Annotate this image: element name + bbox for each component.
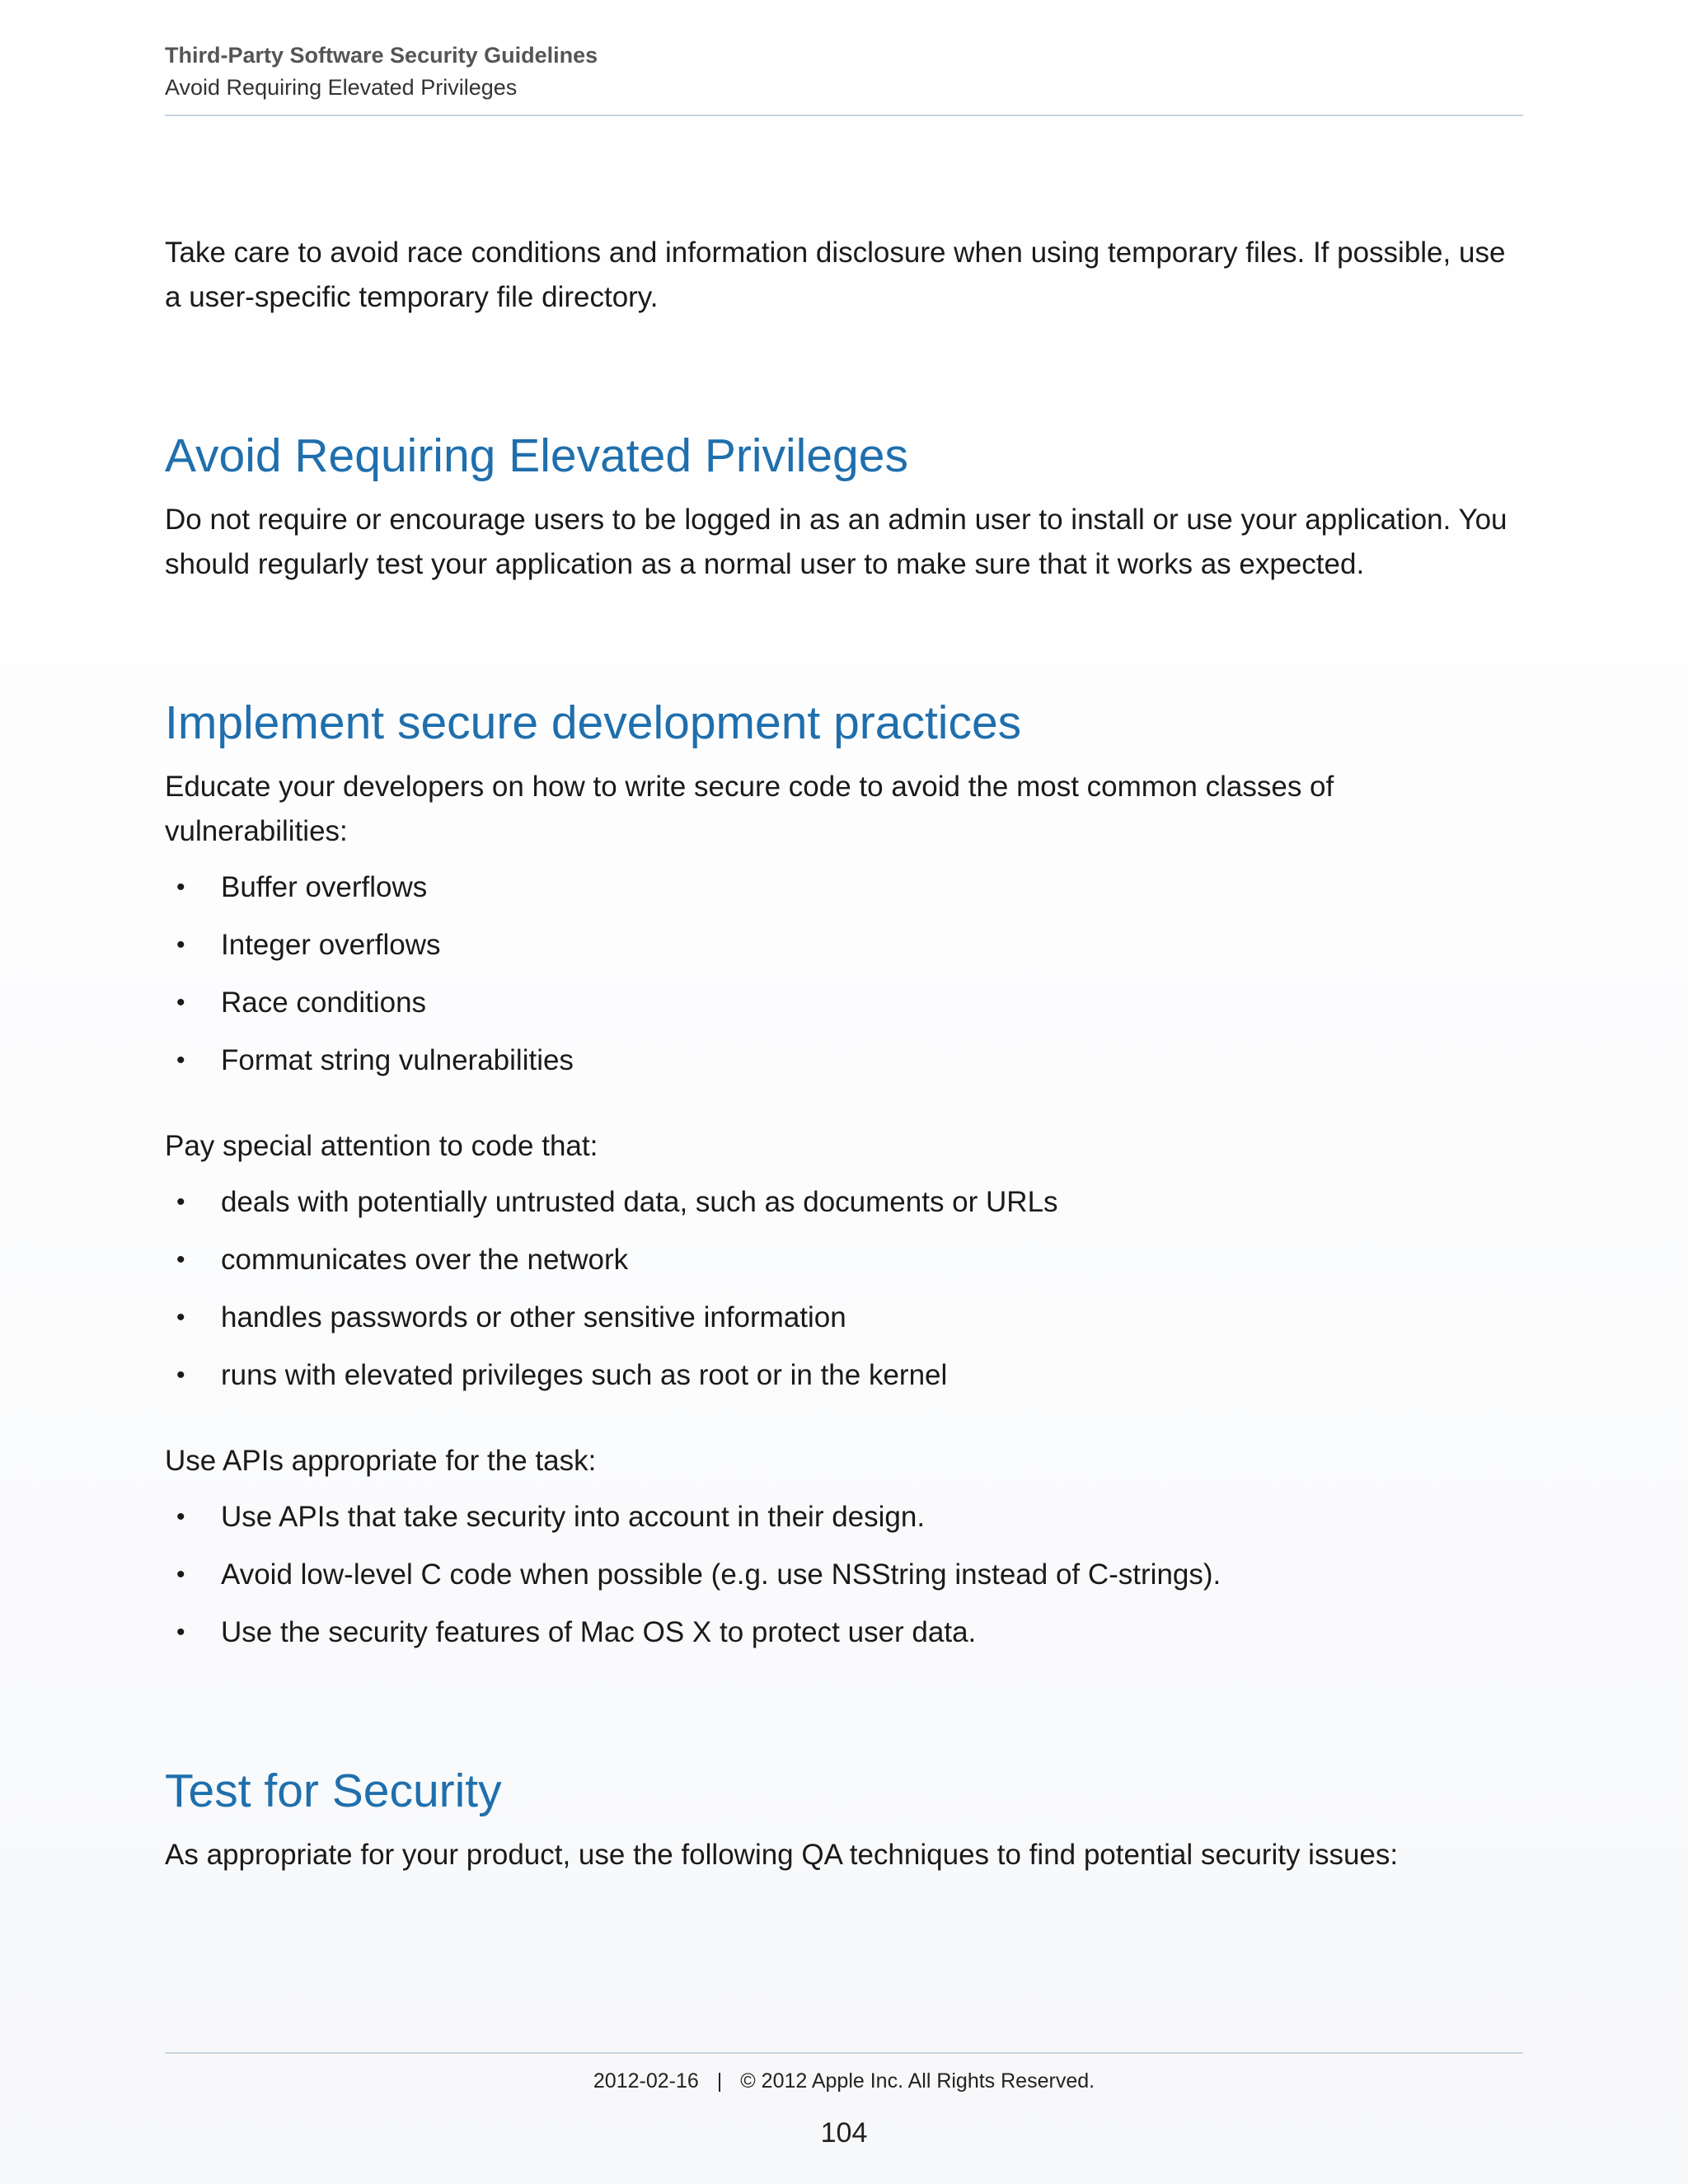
page-footer <box>0 2067 1688 2095</box>
bullet-icon: • <box>176 1304 185 1331</box>
vulnerability-list <box>165 865 1523 1083</box>
attention-list <box>165 1180 1523 1398</box>
page-header <box>165 40 1523 104</box>
attention-intro: Pay special attention to code that: <box>165 1130 598 1162</box>
section-heading: Test for Security <box>165 1765 502 1817</box>
bullet-icon: • <box>176 1246 185 1273</box>
bullet-icon: • <box>176 1503 185 1530</box>
section-avoid-elevated-privileges <box>165 424 1523 587</box>
api-list <box>165 1495 1523 1655</box>
footer-date: 2012-02-16 <box>593 2069 699 2093</box>
footer-divider <box>165 2052 1523 2054</box>
page-content <box>165 231 1523 1981</box>
section-heading: Avoid Requiring Elevated Privileges <box>165 429 908 482</box>
bullet-icon: • <box>176 1188 185 1216</box>
list-item <box>165 1180 1523 1225</box>
section-test-for-security <box>165 1759 1523 1877</box>
api-intro: Use APIs appropriate for the task: <box>165 1445 597 1477</box>
list-item-text: runs with elevated privileges such as root or in the kernel <box>221 1359 948 1391</box>
bullet-icon: • <box>176 1361 185 1389</box>
bullet-icon: • <box>176 1619 185 1646</box>
document-title: Third-Party Software Security Guidelines <box>165 43 598 68</box>
bullet-icon: • <box>176 1047 185 1074</box>
page-number: 104 <box>820 2117 868 2149</box>
list-item-text: Use APIs that take security into account in their design. <box>221 1501 926 1533</box>
bullet-icon: • <box>176 1561 185 1588</box>
list-item-text: deals with potentially untrusted data, such as documents or URLs <box>221 1186 1058 1218</box>
list-item <box>165 1353 1523 1398</box>
list-item <box>165 981 1523 1025</box>
list-item <box>165 1610 1523 1655</box>
list-item <box>165 1296 1523 1340</box>
list-item-text: handles passwords or other sensitive information <box>221 1301 846 1333</box>
list-item-text: Avoid low-level C code when possible (e.g. use NSString instead of C-strings). <box>221 1558 1221 1591</box>
bullet-icon: • <box>176 989 185 1016</box>
list-item-text: Race conditions <box>221 987 427 1019</box>
bullet-icon: • <box>176 874 185 901</box>
intro-paragraph: Take care to avoid race conditions and information disclosure when using temporary files. If possible, use a user-specific temporary file directory. <box>165 237 1506 313</box>
section-body: Do not require or encourage users to be logged in as an admin user to install or use your application. You should regularly test your application as a normal user to make sure that it works as expected. <box>165 504 1507 580</box>
list-item-text: Integer overflows <box>221 929 441 961</box>
list-item <box>165 923 1523 968</box>
list-item <box>165 1553 1523 1597</box>
section-secure-development <box>165 691 1523 1655</box>
list-item-text: Use the security features of Mac OS X to protect user data. <box>221 1616 977 1648</box>
list-item <box>165 1495 1523 1540</box>
running-section-title: Avoid Requiring Elevated Privileges <box>165 75 518 100</box>
list-item-text: Format string vulnerabilities <box>221 1044 574 1076</box>
footer-separator: | <box>716 2069 723 2093</box>
section-heading: Implement secure development practices <box>165 696 1022 749</box>
bullet-icon: • <box>176 931 185 958</box>
section-body: Educate your developers on how to write secure code to avoid the most common classes of vulnerabilities: <box>165 771 1334 847</box>
list-item <box>165 1038 1523 1083</box>
list-item-text: Buffer overflows <box>221 871 428 903</box>
section-body: As appropriate for your product, use the following QA techniques to find potential security issues: <box>165 1839 1399 1871</box>
footer-copyright: © 2012 Apple Inc. All Rights Reserved. <box>740 2069 1095 2093</box>
list-item <box>165 865 1523 910</box>
list-item-text: communicates over the network <box>221 1244 629 1276</box>
list-item <box>165 1238 1523 1282</box>
header-divider <box>165 115 1523 116</box>
